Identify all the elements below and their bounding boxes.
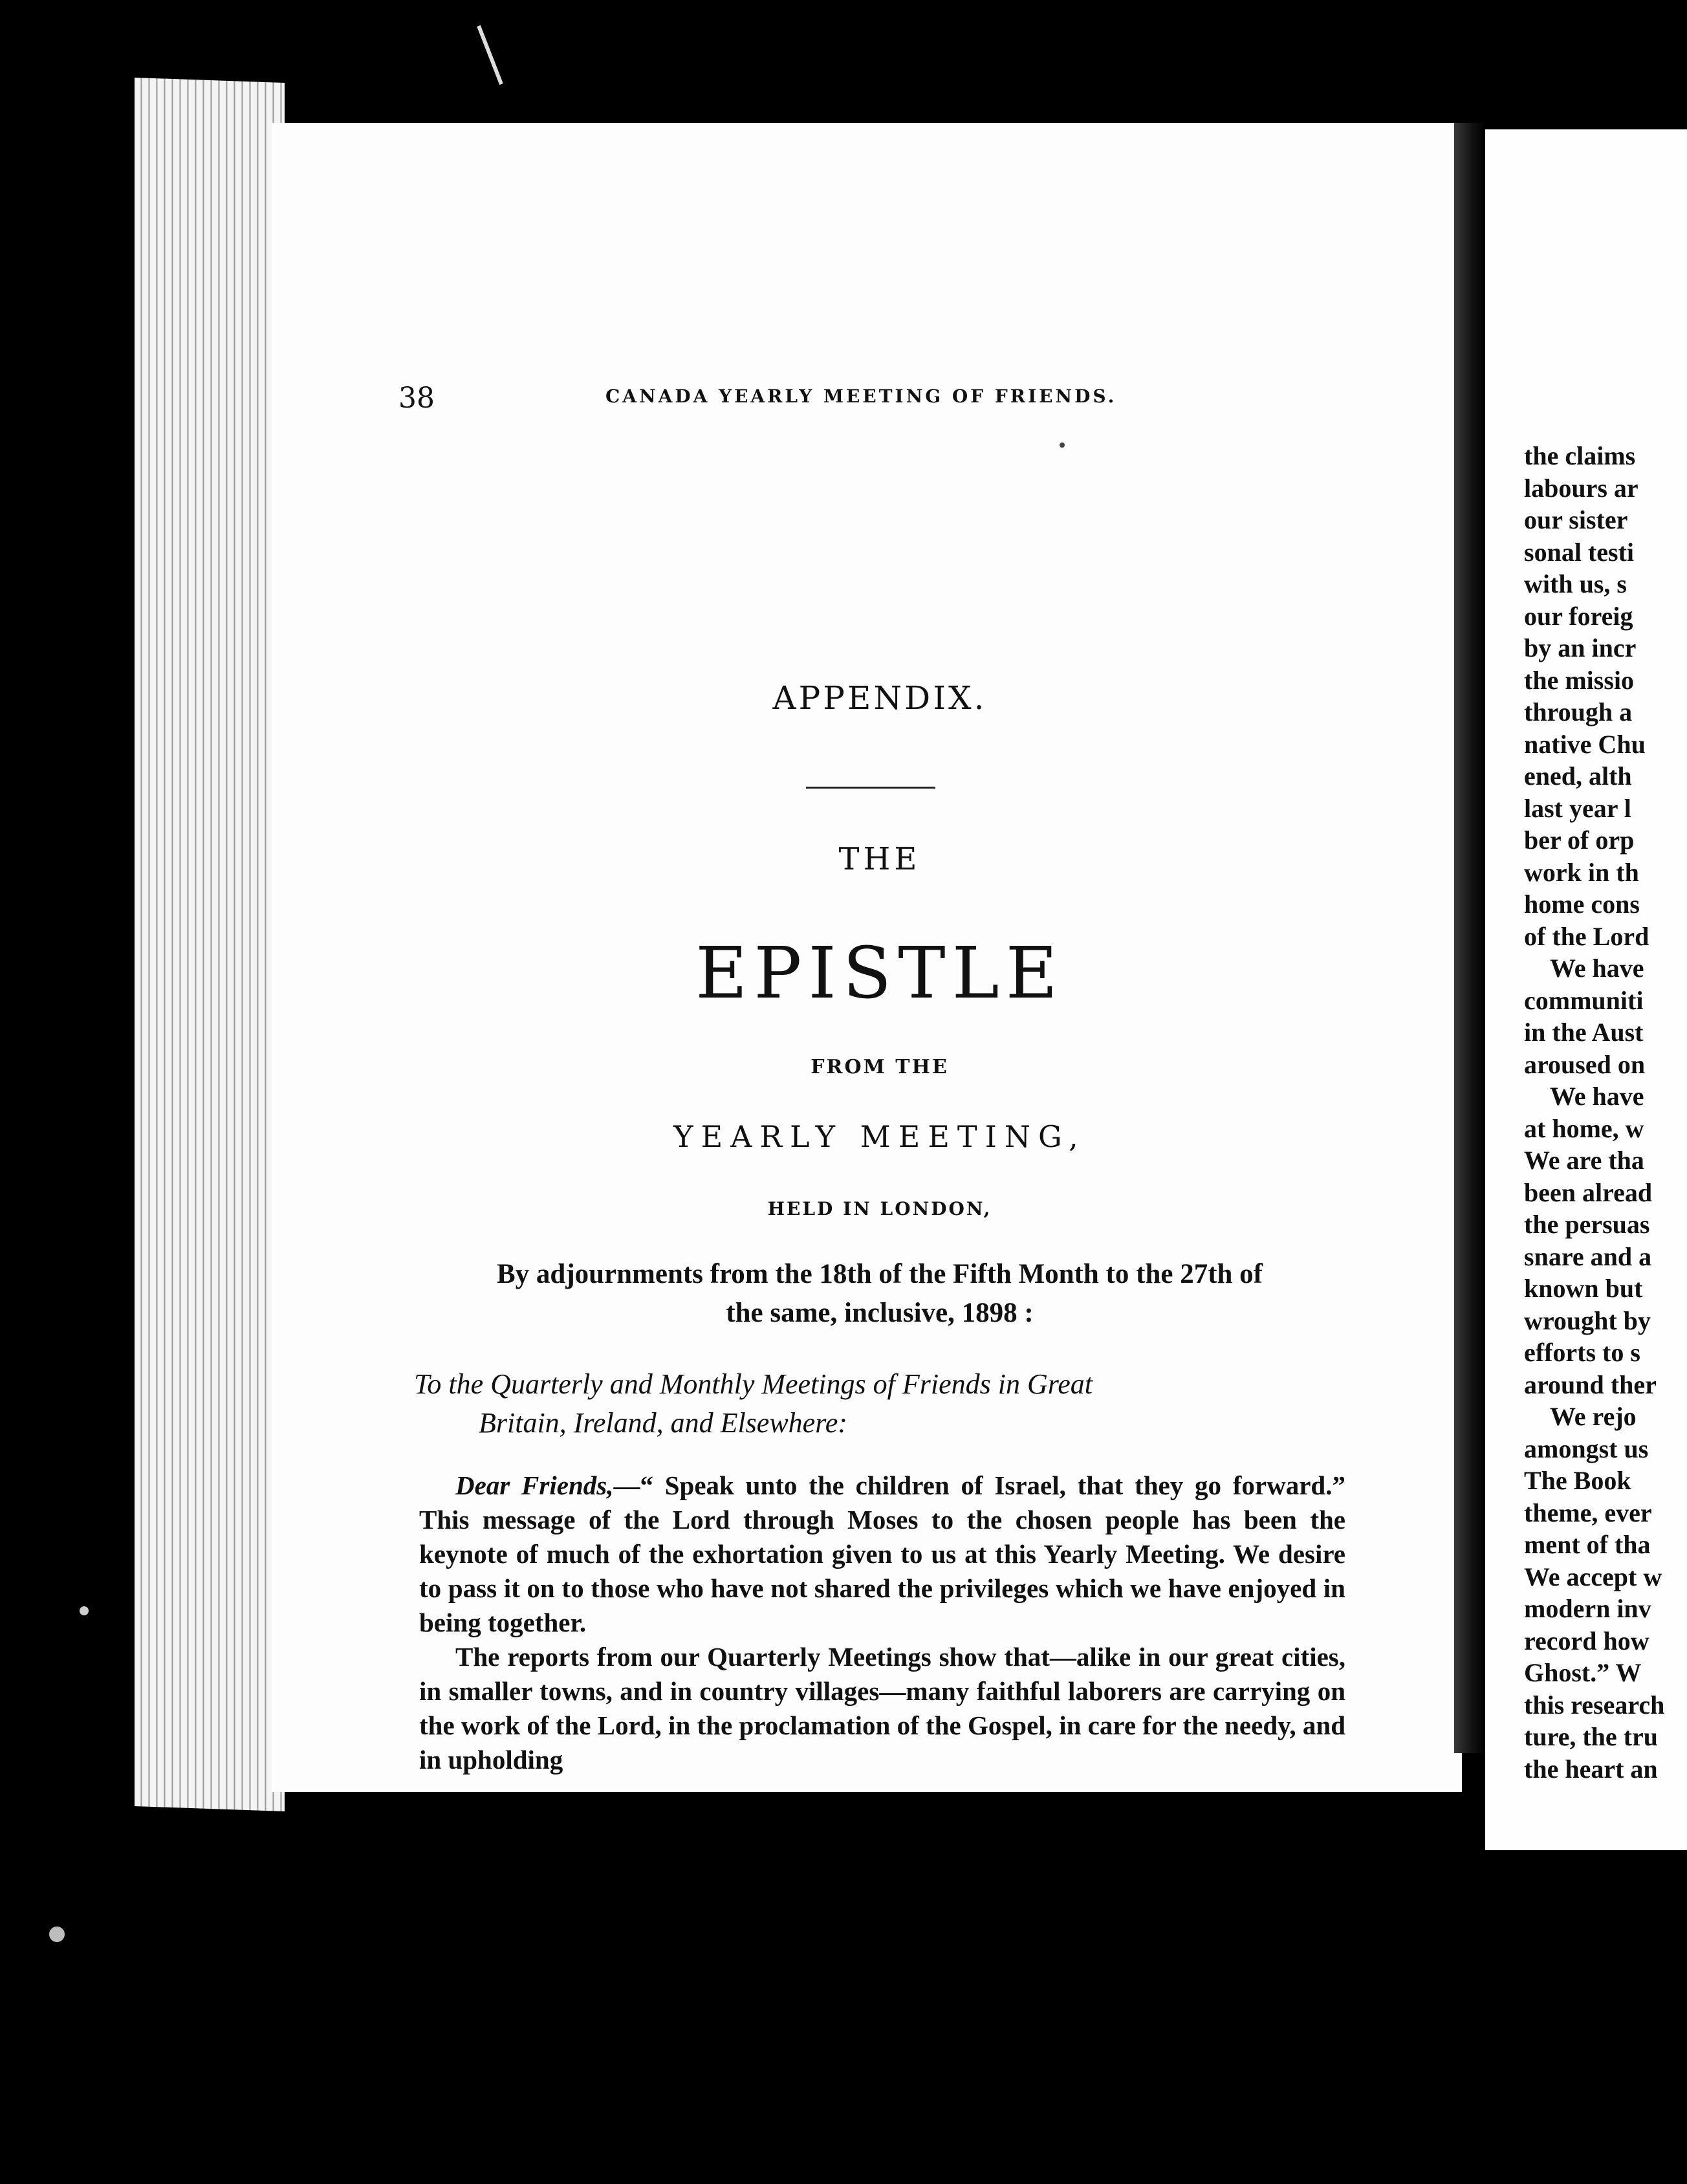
right-page-line: of the Lord xyxy=(1524,921,1649,951)
dear-friends: Dear Friends, xyxy=(455,1470,614,1500)
right-page-line: We are tha xyxy=(1524,1146,1644,1175)
appendix-heading: APPENDIX. xyxy=(772,679,987,717)
right-page-line: our foreig xyxy=(1524,601,1633,631)
right-page-line: through a xyxy=(1524,697,1633,726)
dates-line-2: the same, inclusive, 1898 : xyxy=(726,1298,1034,1328)
right-page-line: amongst us xyxy=(1524,1434,1649,1463)
right-page-line: theme, ever xyxy=(1524,1498,1652,1527)
right-page-line: We rejo xyxy=(1550,1402,1637,1431)
epistle-title: EPISTLE xyxy=(695,932,1064,1014)
right-page-line: ment of tha xyxy=(1524,1530,1651,1559)
right-page-line: with us, s xyxy=(1524,569,1627,598)
paragraph-1-text: —“ Speak unto the children of Israel, that they go forward.” This message of the Lord through Moses to the chosen people has been the keynote of much of the exhortation given to us at this Yearly Meeting. We desire to pass it on to those who have not shared the privileges which we have enjoyed in being together. xyxy=(419,1470,1345,1637)
right-page-line: last year l xyxy=(1524,793,1631,823)
the-heading: THE xyxy=(838,841,921,877)
right-page-line: We have xyxy=(1550,1082,1644,1111)
right-page-line: home cons xyxy=(1524,890,1640,919)
right-page-line: around ther xyxy=(1524,1370,1657,1399)
yearly-meeting-heading: YEARLY MEETING, xyxy=(673,1119,1086,1154)
right-page-line: our sister xyxy=(1524,505,1628,534)
right-page-line: the claims xyxy=(1524,441,1636,470)
right-page-line: this research xyxy=(1524,1690,1665,1720)
running-title: CANADA YEARLY MEETING OF FRIENDS. xyxy=(605,386,1117,407)
right-page-line: record how xyxy=(1524,1626,1649,1655)
right-page-line: Ghost.” W xyxy=(1524,1658,1642,1687)
paragraph-2: The reports from our Quarterly Meetings show that—alike in our great cities, in smaller towns, and in country villages—many faithful laborers are carrying on the work of the Lord, in the proclamation of the Gospel, in care for the needy, and in upholding xyxy=(419,1642,1345,1774)
right-page-line: the heart an xyxy=(1524,1754,1658,1784)
right-page-line: work in th xyxy=(1524,857,1639,887)
dates-line-1: By adjournments from the 18th of the Fifth Month to the 27th of xyxy=(496,1259,1263,1289)
right-page-line: communiti xyxy=(1524,985,1644,1015)
salutation-line-2: Britain, Ireland, and Elsewhere: xyxy=(479,1407,847,1439)
right-page-line: labours ar xyxy=(1524,473,1638,503)
right-page-line: the persuas xyxy=(1524,1210,1650,1239)
from-the-heading: FROM THE xyxy=(811,1056,949,1078)
right-page-line: modern inv xyxy=(1524,1594,1651,1623)
page-number: 38 xyxy=(398,382,435,415)
right-page-line: efforts to s xyxy=(1524,1338,1640,1367)
right-page-line: by an incr xyxy=(1524,633,1637,662)
right-page-line: ture, the tru xyxy=(1524,1722,1658,1751)
right-page-line: at home, w xyxy=(1524,1113,1644,1143)
right-page-line: snare and a xyxy=(1524,1241,1652,1271)
right-page-line: We accept w xyxy=(1524,1562,1662,1591)
right-page-line: known but xyxy=(1524,1274,1643,1303)
right-page-line: sonal testi xyxy=(1524,537,1634,567)
right-page-line: wrought by xyxy=(1524,1305,1651,1335)
right-page-line: native Chu xyxy=(1524,729,1646,759)
salutation-line-1: To the Quarterly and Monthly Meetings of Friends in Great xyxy=(414,1368,1093,1400)
right-page-line: ened, alth xyxy=(1524,761,1632,791)
right-page-line: aroused on xyxy=(1524,1049,1646,1079)
right-page-line: ber of orp xyxy=(1524,825,1635,855)
right-page-line: been alread xyxy=(1524,1177,1653,1207)
right-page-line: the missio xyxy=(1524,665,1634,695)
held-in-london-heading: HELD IN LONDON, xyxy=(767,1198,992,1219)
right-page-line: The Book xyxy=(1524,1466,1631,1495)
right-page-line: in the Aust xyxy=(1524,1018,1644,1047)
right-page-line: We have xyxy=(1550,954,1644,983)
